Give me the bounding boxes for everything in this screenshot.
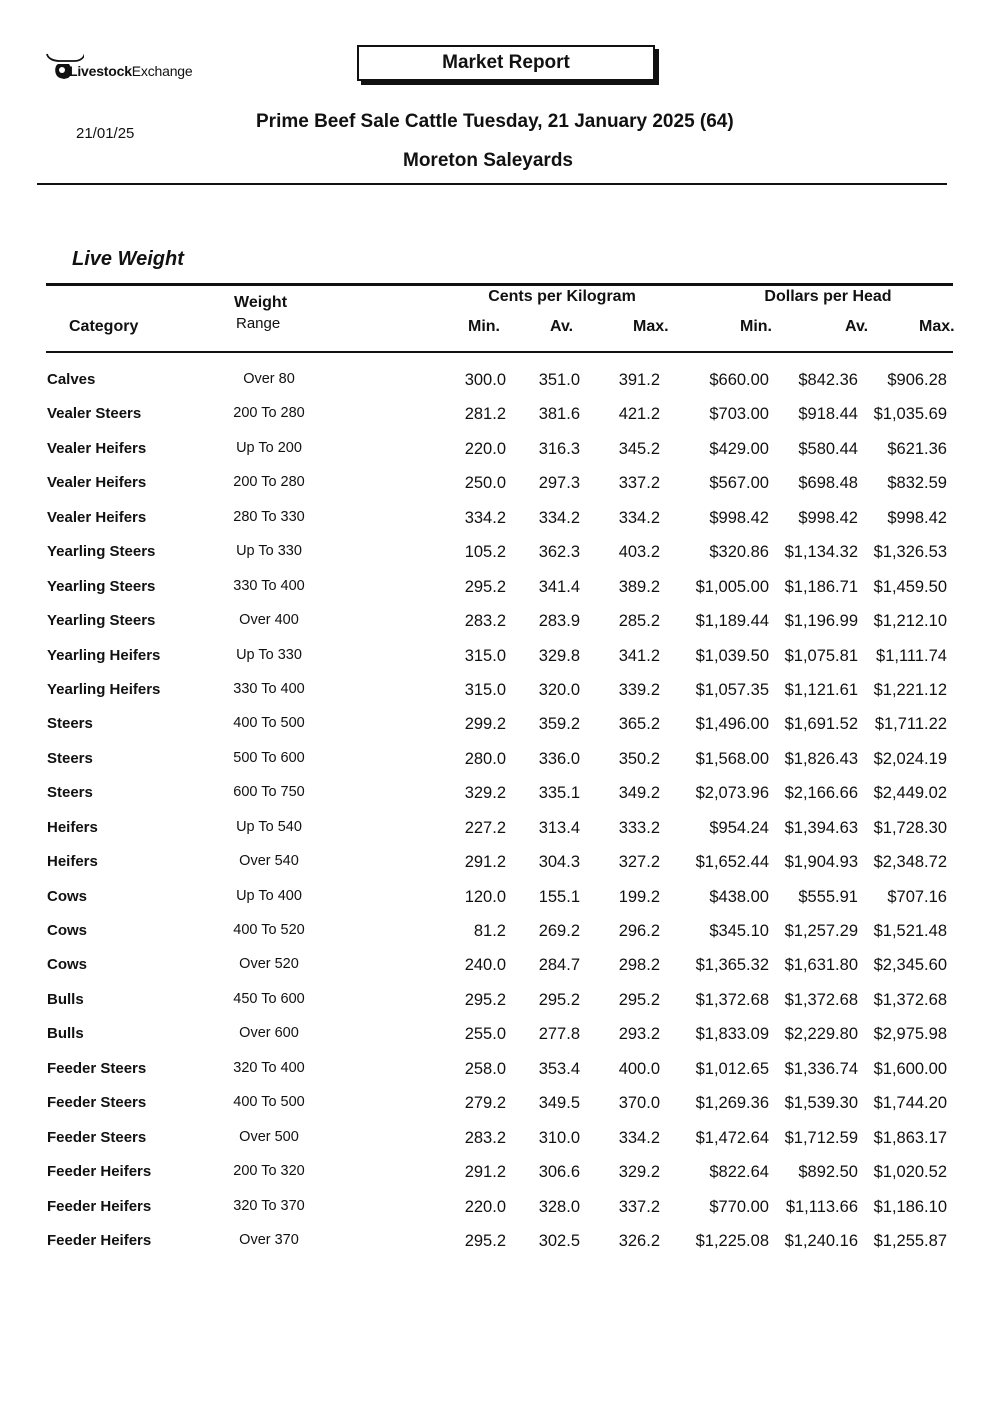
cpk-av-cell: 359.2 — [538, 715, 580, 734]
cpk-min-cell: 295.2 — [464, 1231, 506, 1250]
table-row — [0, 604, 994, 638]
cpk-min-cell: 255.0 — [464, 1025, 506, 1044]
section-title: Live Weight — [72, 248, 184, 270]
dph-max-cell: $1,035.69 — [873, 405, 947, 424]
header-dph-max: Max. — [919, 318, 955, 335]
table-row — [0, 639, 994, 673]
cpk-max-cell: 337.2 — [618, 474, 660, 493]
category-cell: Yearling Steers — [47, 543, 156, 561]
cpk-min-cell: 250.0 — [464, 474, 506, 493]
cpk-av-cell: 295.2 — [538, 990, 580, 1009]
logo-brand-light: Exchange — [131, 63, 193, 79]
header-range: Range — [236, 315, 281, 332]
cpk-av-cell: 381.6 — [538, 405, 580, 424]
dph-max-cell: $1,711.22 — [874, 715, 947, 734]
venue-name: Moreton Saleyards — [403, 150, 573, 171]
table-row — [0, 397, 994, 431]
weight-range-cell: 400 To 500 — [233, 715, 305, 732]
table-row — [0, 742, 994, 776]
dph-max-cell: $1,744.20 — [873, 1094, 947, 1113]
dph-av-cell: $1,240.16 — [784, 1231, 858, 1250]
dph-max-cell: $1,212.10 — [873, 612, 947, 631]
cpk-av-cell: 155.1 — [538, 887, 580, 906]
cpk-av-cell: 310.0 — [538, 1128, 580, 1147]
dph-min-cell: $1,365.32 — [695, 956, 769, 975]
dph-min-cell: $1,568.00 — [695, 749, 769, 768]
table-row — [0, 776, 994, 810]
dph-max-cell: $1,186.10 — [873, 1197, 947, 1216]
cpk-av-cell: 334.2 — [538, 508, 580, 527]
weight-range-cell: Up To 330 — [236, 543, 302, 560]
category-cell: Feeder Heifers — [47, 1231, 152, 1249]
cpk-max-cell: 333.2 — [618, 818, 660, 837]
weight-range-cell: Over 520 — [239, 956, 299, 973]
category-cell: Bulls — [47, 1025, 84, 1043]
dph-min-cell: $660.00 — [709, 371, 769, 389]
weight-range-cell: 330 To 400 — [233, 577, 305, 594]
header-weight: Weight — [234, 294, 288, 311]
table-row — [0, 1121, 994, 1155]
cpk-min-cell: 315.0 — [464, 680, 506, 699]
cpk-min-cell: 240.0 — [464, 956, 506, 975]
dph-min-cell: $1,269.36 — [695, 1094, 769, 1113]
weight-range-cell: Over 540 — [239, 853, 299, 870]
header-cpk-max: Max. — [633, 318, 669, 335]
dph-min-cell: $1,496.00 — [695, 715, 769, 734]
cpk-av-cell: 297.3 — [538, 474, 580, 493]
dph-av-cell: $842.36 — [798, 371, 858, 389]
dph-min-cell: $1,472.64 — [695, 1128, 769, 1147]
cpk-av-cell: 335.1 — [538, 784, 580, 803]
category-cell: Feeder Steers — [47, 1094, 147, 1112]
header-dph-av: Av. — [845, 318, 869, 335]
cpk-min-cell: 120.0 — [464, 887, 506, 906]
category-cell: Calves — [47, 371, 96, 388]
weight-range-cell: 400 To 500 — [233, 1094, 305, 1111]
dph-min-cell: $770.00 — [709, 1197, 769, 1216]
table-row — [0, 1224, 994, 1258]
cpk-min-cell: 220.0 — [464, 439, 506, 458]
report-date: 21/01/25 — [76, 125, 135, 142]
cpk-max-cell: 326.2 — [618, 1231, 660, 1250]
dph-min-cell: $567.00 — [709, 474, 769, 493]
dph-min-cell: $954.24 — [709, 818, 769, 837]
dph-max-cell: $1,521.48 — [873, 922, 947, 940]
weight-range-cell: Over 370 — [239, 1231, 299, 1248]
header-dph-min: Min. — [740, 318, 772, 335]
cpk-min-cell: 291.2 — [464, 853, 506, 872]
dph-min-cell: $1,057.35 — [695, 680, 769, 699]
cpk-min-cell: 291.2 — [464, 1163, 506, 1182]
dph-av-cell: $698.48 — [798, 474, 858, 493]
dph-max-cell: $2,024.19 — [873, 749, 947, 768]
cpk-max-cell: 341.2 — [618, 646, 660, 665]
cpk-av-cell: 320.0 — [538, 680, 580, 699]
category-cell: Feeder Steers — [47, 1128, 147, 1146]
cpk-av-cell: 302.5 — [538, 1231, 580, 1250]
category-cell: Yearling Heifers — [47, 646, 161, 664]
weight-range-cell: Up To 400 — [236, 887, 302, 904]
cpk-max-cell: 298.2 — [618, 956, 660, 975]
cpk-min-cell: 329.2 — [464, 784, 506, 803]
dph-av-cell: $1,826.43 — [784, 749, 858, 768]
cpk-max-cell: 295.2 — [618, 990, 660, 1009]
category-cell: Cows — [47, 887, 88, 905]
cpk-min-cell: 258.0 — [464, 1059, 506, 1078]
dph-max-cell: $1,255.87 — [873, 1231, 947, 1250]
cpk-max-cell: 334.2 — [618, 508, 660, 527]
table-row — [0, 811, 994, 845]
cpk-min-cell: 300.0 — [464, 371, 506, 389]
header-cpk-min: Min. — [468, 318, 500, 335]
dph-av-cell: $1,113.66 — [785, 1197, 858, 1216]
dph-min-cell: $2,073.96 — [695, 784, 769, 803]
logo-brand-bold: Livestock — [69, 63, 132, 79]
dph-max-cell: $2,348.72 — [873, 853, 947, 872]
cpk-av-cell: 277.8 — [538, 1025, 580, 1044]
cpk-min-cell: 334.2 — [464, 508, 506, 527]
cpk-min-cell: 220.0 — [464, 1197, 506, 1216]
dph-max-cell: $1,326.53 — [873, 543, 947, 562]
table-row — [0, 707, 994, 741]
dph-max-cell: $906.28 — [887, 371, 947, 389]
table-row — [0, 535, 994, 569]
cpk-max-cell: 349.2 — [618, 784, 660, 803]
weight-range-cell: 200 To 320 — [233, 1163, 305, 1180]
dph-av-cell: $580.44 — [798, 439, 858, 458]
cpk-min-cell: 283.2 — [464, 612, 506, 631]
dph-min-cell: $1,225.08 — [695, 1231, 769, 1250]
table-row — [0, 845, 994, 879]
cpk-max-cell: 345.2 — [618, 439, 660, 458]
weight-range-cell: 400 To 520 — [233, 922, 305, 938]
category-cell: Feeder Heifers — [47, 1197, 152, 1215]
cpk-min-cell: 280.0 — [464, 749, 506, 768]
livestock-exchange-logo — [44, 50, 244, 82]
cpk-av-cell: 316.3 — [538, 439, 580, 458]
weight-range-cell: 200 To 280 — [233, 405, 305, 422]
category-cell: Steers — [47, 749, 93, 767]
cpk-min-cell: 281.2 — [464, 405, 506, 424]
cpk-av-cell: 341.4 — [538, 577, 580, 596]
category-cell: Yearling Steers — [47, 577, 156, 595]
dph-av-cell: $1,196.99 — [784, 612, 858, 631]
cpk-av-cell: 306.6 — [538, 1163, 580, 1182]
dph-av-cell: $1,336.74 — [784, 1059, 858, 1078]
cpk-av-cell: 353.4 — [538, 1059, 580, 1078]
category-cell: Vealer Heifers — [47, 474, 147, 492]
category-cell: Feeder Heifers — [47, 1163, 152, 1181]
cpk-av-cell: 284.7 — [538, 956, 580, 975]
dph-max-cell: $1,221.12 — [873, 680, 947, 699]
market-report-label: Market Report — [357, 45, 655, 81]
cpk-max-cell: 296.2 — [618, 922, 660, 940]
cpk-min-cell: 299.2 — [464, 715, 506, 734]
dph-av-cell: $2,166.66 — [784, 784, 858, 803]
dph-av-cell: $555.91 — [798, 887, 858, 906]
dph-max-cell: $1,863.17 — [873, 1128, 947, 1147]
weight-range-cell: Over 500 — [239, 1128, 299, 1145]
weight-range-cell: Over 600 — [239, 1025, 299, 1042]
dph-min-cell: $1,005.00 — [695, 577, 769, 596]
weight-range-cell: Up To 540 — [236, 818, 302, 835]
category-cell: Cows — [47, 956, 88, 974]
table-top-rule — [46, 283, 953, 286]
cpk-min-cell: 283.2 — [464, 1128, 506, 1147]
weight-range-cell: 450 To 600 — [233, 990, 305, 1007]
table-row — [0, 432, 994, 466]
header-cents-per-kg: Cents per Kilogram — [488, 288, 636, 305]
weight-range-cell: 280 To 330 — [233, 508, 305, 525]
header-divider — [37, 183, 947, 185]
cpk-max-cell: 199.2 — [618, 887, 660, 906]
category-cell: Steers — [47, 784, 93, 802]
dph-av-cell: $1,712.59 — [784, 1128, 858, 1147]
dph-max-cell: $1,111.74 — [876, 646, 947, 665]
weight-range-cell: 600 To 750 — [233, 784, 305, 801]
dph-av-cell: $1,904.93 — [784, 853, 858, 872]
header-cpk-av: Av. — [550, 318, 574, 335]
category-cell: Bulls — [47, 990, 84, 1008]
dph-av-cell: $918.44 — [798, 405, 858, 424]
dph-max-cell: $1,020.52 — [873, 1163, 947, 1182]
dph-av-cell: $1,539.30 — [784, 1094, 858, 1113]
cpk-min-cell: 81.2 — [473, 922, 506, 940]
category-cell: Vealer Heifers — [47, 508, 147, 526]
cpk-max-cell: 334.2 — [618, 1128, 660, 1147]
cpk-max-cell: 337.2 — [618, 1197, 660, 1216]
category-cell: Steers — [47, 715, 93, 733]
weight-range-cell: Over 80 — [243, 371, 295, 387]
cpk-min-cell: 279.2 — [464, 1094, 506, 1113]
header-category: Category — [69, 318, 139, 335]
table-row — [0, 1017, 994, 1051]
category-cell: Yearling Steers — [47, 612, 156, 630]
dph-max-cell: $2,975.98 — [873, 1025, 947, 1044]
cpk-av-cell: 304.3 — [538, 853, 580, 872]
category-cell: Vealer Heifers — [47, 439, 147, 457]
table-row — [0, 1052, 994, 1086]
dph-min-cell: $1,833.09 — [695, 1025, 769, 1044]
dph-min-cell: $1,652.44 — [695, 853, 769, 872]
dph-max-cell: $1,600.00 — [873, 1059, 947, 1078]
cpk-max-cell: 339.2 — [618, 680, 660, 699]
weight-range-cell: 320 To 400 — [233, 1059, 305, 1076]
cpk-max-cell: 421.2 — [618, 405, 660, 424]
cpk-max-cell: 329.2 — [618, 1163, 660, 1182]
dph-min-cell: $998.42 — [709, 508, 769, 527]
weight-range-cell: 320 To 370 — [233, 1197, 305, 1214]
cpk-av-cell: 362.3 — [538, 543, 580, 562]
cpk-min-cell: 105.2 — [464, 543, 506, 562]
dph-av-cell: $998.42 — [798, 508, 858, 527]
dph-min-cell: $1,012.65 — [695, 1059, 769, 1078]
dph-max-cell: $832.59 — [887, 474, 947, 493]
dph-min-cell: $703.00 — [709, 405, 769, 424]
dph-av-cell: $1,186.71 — [784, 577, 858, 596]
dph-max-cell: $1,728.30 — [873, 818, 947, 837]
weight-range-cell: Up To 330 — [236, 646, 302, 663]
dph-av-cell: $1,134.32 — [784, 543, 858, 562]
header-dollars-per-head: Dollars per Head — [764, 288, 892, 305]
table-row — [0, 983, 994, 1017]
cpk-max-cell: 400.0 — [618, 1059, 660, 1078]
cpk-max-cell: 327.2 — [618, 853, 660, 872]
dph-min-cell: $1,372.68 — [695, 990, 769, 1009]
cpk-max-cell: 350.2 — [618, 749, 660, 768]
cpk-av-cell: 336.0 — [538, 749, 580, 768]
cpk-av-cell: 269.2 — [538, 922, 580, 940]
table-row — [0, 1155, 994, 1189]
table-header-rule — [46, 351, 953, 353]
cpk-min-cell: 295.2 — [464, 990, 506, 1009]
dph-min-cell: $438.00 — [709, 887, 769, 906]
dph-av-cell: $1,257.29 — [784, 922, 858, 940]
category-cell: Heifers — [47, 853, 98, 871]
price-table-body — [0, 363, 994, 1258]
logo-wordmark — [69, 63, 192, 79]
table-row — [0, 501, 994, 535]
dph-av-cell: $1,121.61 — [784, 680, 858, 699]
dph-min-cell: $1,189.44 — [695, 612, 769, 631]
table-row — [0, 1086, 994, 1120]
dph-min-cell: $822.64 — [709, 1163, 769, 1182]
dph-max-cell: $2,345.60 — [873, 956, 947, 975]
sale-title: Prime Beef Sale Cattle Tuesday, 21 January 2025 (64) — [256, 111, 734, 132]
dph-av-cell: $1,394.63 — [784, 818, 858, 837]
table-row — [0, 673, 994, 707]
cpk-av-cell: 351.0 — [538, 371, 580, 389]
table-row — [0, 914, 994, 948]
cpk-av-cell: 313.4 — [538, 818, 580, 837]
weight-range-cell: 200 To 280 — [233, 474, 305, 491]
table-row — [0, 570, 994, 604]
cpk-max-cell: 403.2 — [618, 543, 660, 562]
cpk-av-cell: 329.8 — [538, 646, 580, 665]
cpk-max-cell: 391.2 — [618, 371, 660, 389]
cpk-min-cell: 227.2 — [464, 818, 506, 837]
category-cell: Feeder Steers — [47, 1059, 147, 1077]
category-cell: Vealer Steers — [47, 405, 142, 423]
table-row — [0, 466, 994, 500]
dph-av-cell: $2,229.80 — [784, 1025, 858, 1044]
dph-max-cell: $2,449.02 — [873, 784, 947, 803]
dph-max-cell: $998.42 — [887, 508, 947, 527]
cpk-av-cell: 283.9 — [538, 612, 580, 631]
dph-av-cell: $892.50 — [798, 1163, 858, 1182]
table-row — [0, 363, 994, 397]
dph-min-cell: $429.00 — [709, 439, 769, 458]
weight-range-cell: 500 To 600 — [233, 749, 305, 766]
dph-av-cell: $1,691.52 — [784, 715, 858, 734]
table-row — [0, 948, 994, 982]
dph-min-cell: $1,039.50 — [695, 646, 769, 665]
dph-max-cell: $1,459.50 — [873, 577, 947, 596]
dph-max-cell: $621.36 — [887, 439, 947, 458]
category-cell: Yearling Heifers — [47, 680, 161, 698]
cpk-max-cell: 370.0 — [618, 1094, 660, 1113]
table-row — [0, 1190, 994, 1224]
cpk-max-cell: 293.2 — [618, 1025, 660, 1044]
dph-max-cell: $1,372.68 — [873, 990, 947, 1009]
dph-max-cell: $707.16 — [887, 887, 947, 906]
cpk-max-cell: 365.2 — [618, 715, 660, 734]
table-row — [0, 880, 994, 914]
category-cell: Cows — [47, 922, 88, 939]
cpk-min-cell: 295.2 — [464, 577, 506, 596]
weight-range-cell: Up To 200 — [236, 439, 302, 456]
cpk-max-cell: 285.2 — [618, 612, 660, 631]
cpk-max-cell: 389.2 — [618, 577, 660, 596]
cpk-av-cell: 328.0 — [538, 1197, 580, 1216]
weight-range-cell: 330 To 400 — [233, 680, 305, 697]
dph-min-cell: $320.86 — [709, 543, 769, 562]
weight-range-cell: Over 400 — [239, 612, 299, 629]
dph-av-cell: $1,075.81 — [784, 646, 858, 665]
cpk-av-cell: 349.5 — [538, 1094, 580, 1113]
dph-av-cell: $1,372.68 — [784, 990, 858, 1009]
dph-min-cell: $345.10 — [709, 922, 769, 940]
dph-av-cell: $1,631.80 — [784, 956, 858, 975]
cpk-min-cell: 315.0 — [464, 646, 506, 665]
category-cell: Heifers — [47, 818, 98, 836]
